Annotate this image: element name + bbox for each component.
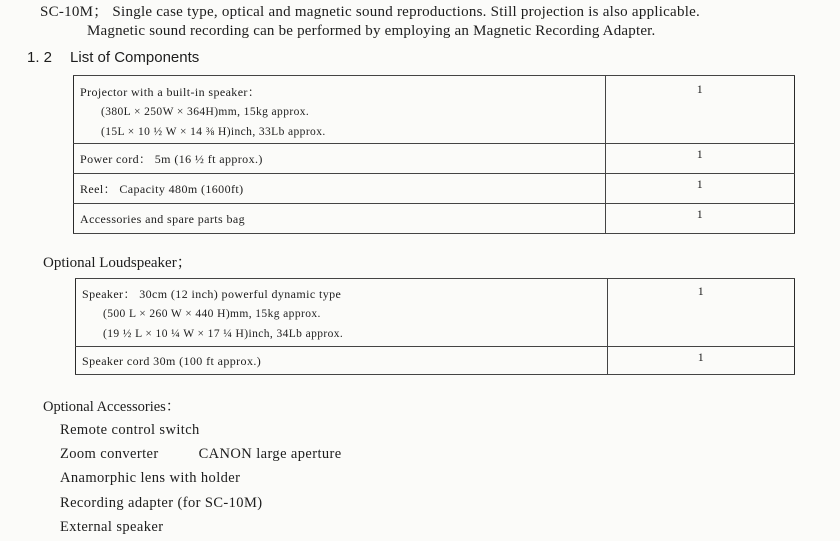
intro-line-1: SC-10M； Single case type, optical and magnetic sound reproductions. Still projection is also applicable. [40, 4, 701, 20]
table-row [74, 204, 795, 234]
accessory-name: Recording adapter (for SC-10M) [60, 494, 263, 511]
list-item [60, 418, 342, 442]
component-description [74, 76, 606, 144]
intro-line-2: Magnetic sound recording can be performed by employing an Magnetic Recording Adapter. [87, 23, 656, 39]
table-row [74, 144, 795, 174]
speaker-quantity: 1 [607, 279, 794, 347]
component-description [74, 144, 606, 174]
component-title: Power cord： 5m (16 ½ ft approx.) [80, 152, 263, 166]
optional-accessories-heading: Optional Accessories： [43, 399, 181, 415]
accessories-list [60, 418, 342, 539]
optional-loudspeaker-heading: Optional Loudspeaker； [43, 255, 192, 271]
component-spec-metric: (380L × 250W × 364H)mm, 15kg approx. [101, 106, 310, 118]
section-heading [27, 49, 199, 66]
speaker-description [76, 279, 608, 347]
component-description [74, 174, 606, 204]
list-item [60, 491, 342, 515]
component-title: Accessories and spare parts bag [80, 212, 246, 226]
component-quantity: 1 [606, 144, 795, 174]
component-quantity: 1 [606, 204, 795, 234]
speaker-cord-quantity: 1 [607, 347, 794, 375]
component-description [74, 204, 606, 234]
speaker-cord-description [76, 347, 608, 375]
speaker-title: Speaker： 30cm (12 inch) powerful dynamic type [82, 287, 342, 301]
table-row [76, 347, 795, 375]
speaker-spec-imperial: (19 ½ L × 10 ¼ W × 17 ¼ H)inch, 34Lb approx. [103, 328, 344, 340]
list-item [60, 466, 342, 490]
component-quantity: 1 [606, 174, 795, 204]
accessory-name: External speaker [60, 518, 164, 535]
components-table [73, 75, 795, 234]
accessory-name: Zoom converter [60, 446, 159, 463]
section-title: List of Components [70, 49, 200, 66]
accessory-name: Remote control switch [60, 422, 200, 438]
accessory-detail: CANON large aperture [198, 446, 342, 463]
component-spec-imperial: (15L × 10 ½ W × 14 ⅜ H)inch, 33Lb approx. [101, 126, 326, 138]
speaker-cord-title: Speaker cord 30m (100 ft approx.) [82, 354, 262, 368]
speaker-spec-metric: (500 L × 260 W × 440 H)mm, 15kg approx. [103, 308, 321, 320]
component-quantity: 1 [606, 76, 795, 144]
component-title: Projector with a built-in speaker： [80, 85, 261, 99]
component-title: Reel： Capacity 480m (1600ft) [80, 182, 244, 196]
list-item [60, 515, 342, 539]
list-item [60, 442, 342, 466]
section-number: 1. 2 [27, 49, 53, 66]
table-row [74, 76, 795, 144]
table-row [74, 174, 795, 204]
table-row [76, 279, 795, 347]
loudspeaker-table [75, 278, 795, 375]
accessory-name: Anamorphic lens with holder [60, 470, 241, 487]
